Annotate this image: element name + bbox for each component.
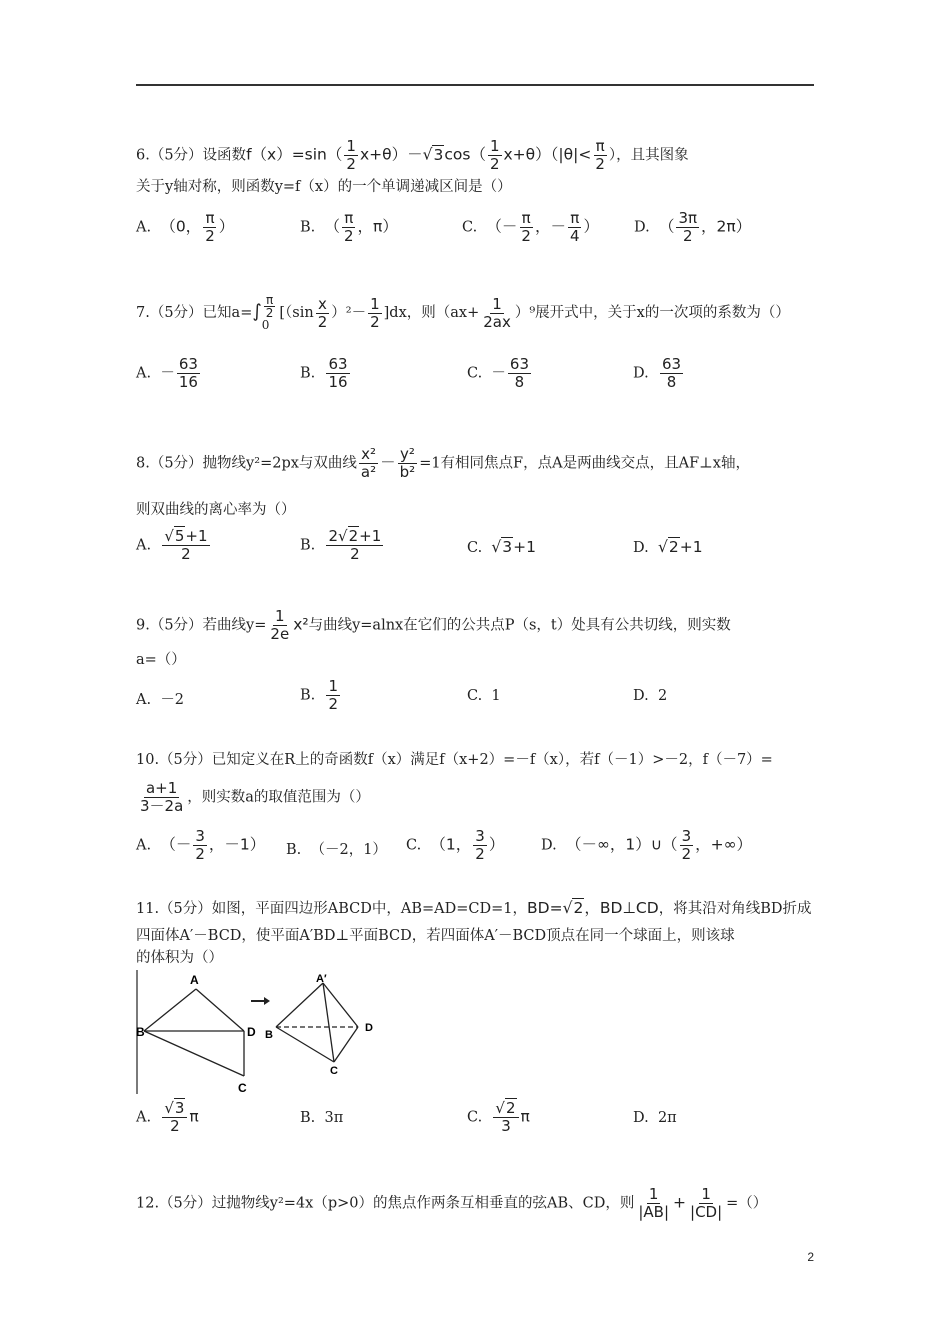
fig2-label-a: A′ <box>316 973 327 985</box>
figure-quadrilateral <box>144 989 244 1076</box>
q9-option-a[interactable]: A. －2 <box>136 692 185 708</box>
q8-line2: 则双曲线的离心率为（） <box>136 502 296 518</box>
q7-option-b[interactable]: B. $\frac{63}{16}$ <box>300 355 348 391</box>
q11-line2: 四面体A′－BCD，使平面A′BD⊥平面BCD，若四面体A′－BCD顶点在同一个球面上，则该球 <box>136 928 735 944</box>
q11-option-a[interactable]: A. $\frac{√3}{2}$ π <box>136 1099 199 1135</box>
q6-option-c[interactable]: C. （－ $\frac{\pi}{2}$ ，－ $\frac{\pi}{4}$ ） <box>462 209 600 245</box>
q6-option-b[interactable]: B. （ $\frac{\pi}{2}$ ，π） <box>300 209 398 245</box>
fig-label-b: B <box>136 1025 145 1039</box>
q8-stem: 8.（5分）抛物线y²=2px与双曲线 $\frac{\text{x²}}{\text{a²}}$ － $\frac{\text{y²}}{\text{b²}}$ =1有相同焦点F，点A是两曲线交点，且AF⊥x轴， <box>136 445 750 481</box>
q10-option-d[interactable]: D. （－∞，1）∪（ $\frac{3}{2}$ ，+∞） <box>541 827 753 863</box>
q8-option-b[interactable]: B. $\frac{2√2+1}{2}$ <box>300 527 382 563</box>
header-rule <box>136 84 814 86</box>
q8-option-d[interactable]: D. √2+1 <box>633 538 703 556</box>
q11-stem: 11.（5分）如图，平面四边形ABCD中，AB=AD=CD=1，BD=√2，BD⊥CD，将其沿对角线BD折成 <box>136 899 812 917</box>
page-number: 2 <box>807 1250 814 1264</box>
fig2-label-c: C <box>330 1065 338 1077</box>
q7-option-c[interactable]: C. － $\frac{63}{8}$ <box>467 355 529 391</box>
q10-line2: $\frac{a+1}{3-2a}$ ，则实数a的取值范围为（） <box>140 779 370 815</box>
fig2-label-d: D <box>365 1022 373 1034</box>
fig2-label-b: B <box>265 1029 273 1041</box>
q10-option-b[interactable]: B. （－2，1） <box>286 842 387 858</box>
q6-option-a[interactable]: A. （0， $\frac{\pi}{2}$ ） <box>136 209 235 245</box>
q6-stem: 6.（5分）设函数f（x）=sin（ $\frac{1}{2}$ x+θ）－√3cos（ $\frac{1}{2}$ x+θ）（|θ|< $\frac{\pi}{2}$ ），且其图象 <box>136 137 689 173</box>
fold-arrow-icon <box>251 997 270 1005</box>
q10-option-c[interactable]: C. （1， $\frac{3}{2}$ ） <box>406 827 505 863</box>
q7-option-d[interactable]: D. $\frac{63}{8}$ <box>633 355 682 391</box>
fig-label-a: A <box>190 973 199 987</box>
figure-tetrahedron <box>276 983 358 1062</box>
q10-option-a[interactable]: A. （－ $\frac{3}{2}$ ，－1） <box>136 827 266 863</box>
q6-line2: 关于y轴对称，则函数y=f（x）的一个单调递减区间是（） <box>136 179 512 195</box>
q11-line3: 的体积为（） <box>136 950 223 966</box>
q7-stem: 7.（5分）已知a=∫ $\frac{\pi}{2}$ 0 [（sin $\frac{x}{2}$ ）²－ $\frac{1}{2}$ ]dx，则（ax+ $\frac{1}{2ax}$ ）⁹展开式中，关于x的一次项的系数为（） <box>136 293 790 332</box>
fig-label-c: C <box>238 1081 247 1095</box>
q9-option-c[interactable]: C. 1 <box>467 688 501 704</box>
q11-option-c[interactable]: C. $\frac{√2}{3}$ π <box>467 1099 530 1135</box>
q6-option-d[interactable]: D. （ $\frac{3\pi}{2}$ ，2π） <box>634 209 752 245</box>
q9-option-d[interactable]: D. 2 <box>633 688 668 704</box>
q7-option-a[interactable]: A. － $\frac{63}{16}$ <box>136 355 198 391</box>
q11-option-d[interactable]: D. 2π <box>633 1110 677 1126</box>
q8-option-c[interactable]: C. √3+1 <box>467 538 537 556</box>
q9-stem: 9.（5分）若曲线y= $\frac{1}{2e}$ x²与曲线y=alnx在它们的公共点P（s，t）处具有公共切线，则实数 <box>136 607 731 643</box>
q12-stem: 12.（5分）过抛物线y²=4x（p>0）的焦点作两条互相垂直的弦AB、CD，则 $\frac{1}{|AB|}$ + $\frac{1}{|CD|}$ =（） <box>136 1185 768 1221</box>
q9-line2: a=（） <box>136 652 186 668</box>
q9-option-b[interactable]: B. $\frac{1}{2}$ <box>300 677 339 713</box>
q11-figure <box>134 968 394 1096</box>
q10-line1: 10.（5分）已知定义在R上的奇函数f（x）满足f（x+2）=－f（x），若f（－1）>－2，f（－7）= <box>136 752 773 768</box>
fig-label-d: D <box>247 1025 256 1039</box>
q11-option-b[interactable]: B. 3π <box>300 1110 344 1126</box>
q8-option-a[interactable]: A. $\frac{√5+1}{2}$ <box>136 527 208 563</box>
